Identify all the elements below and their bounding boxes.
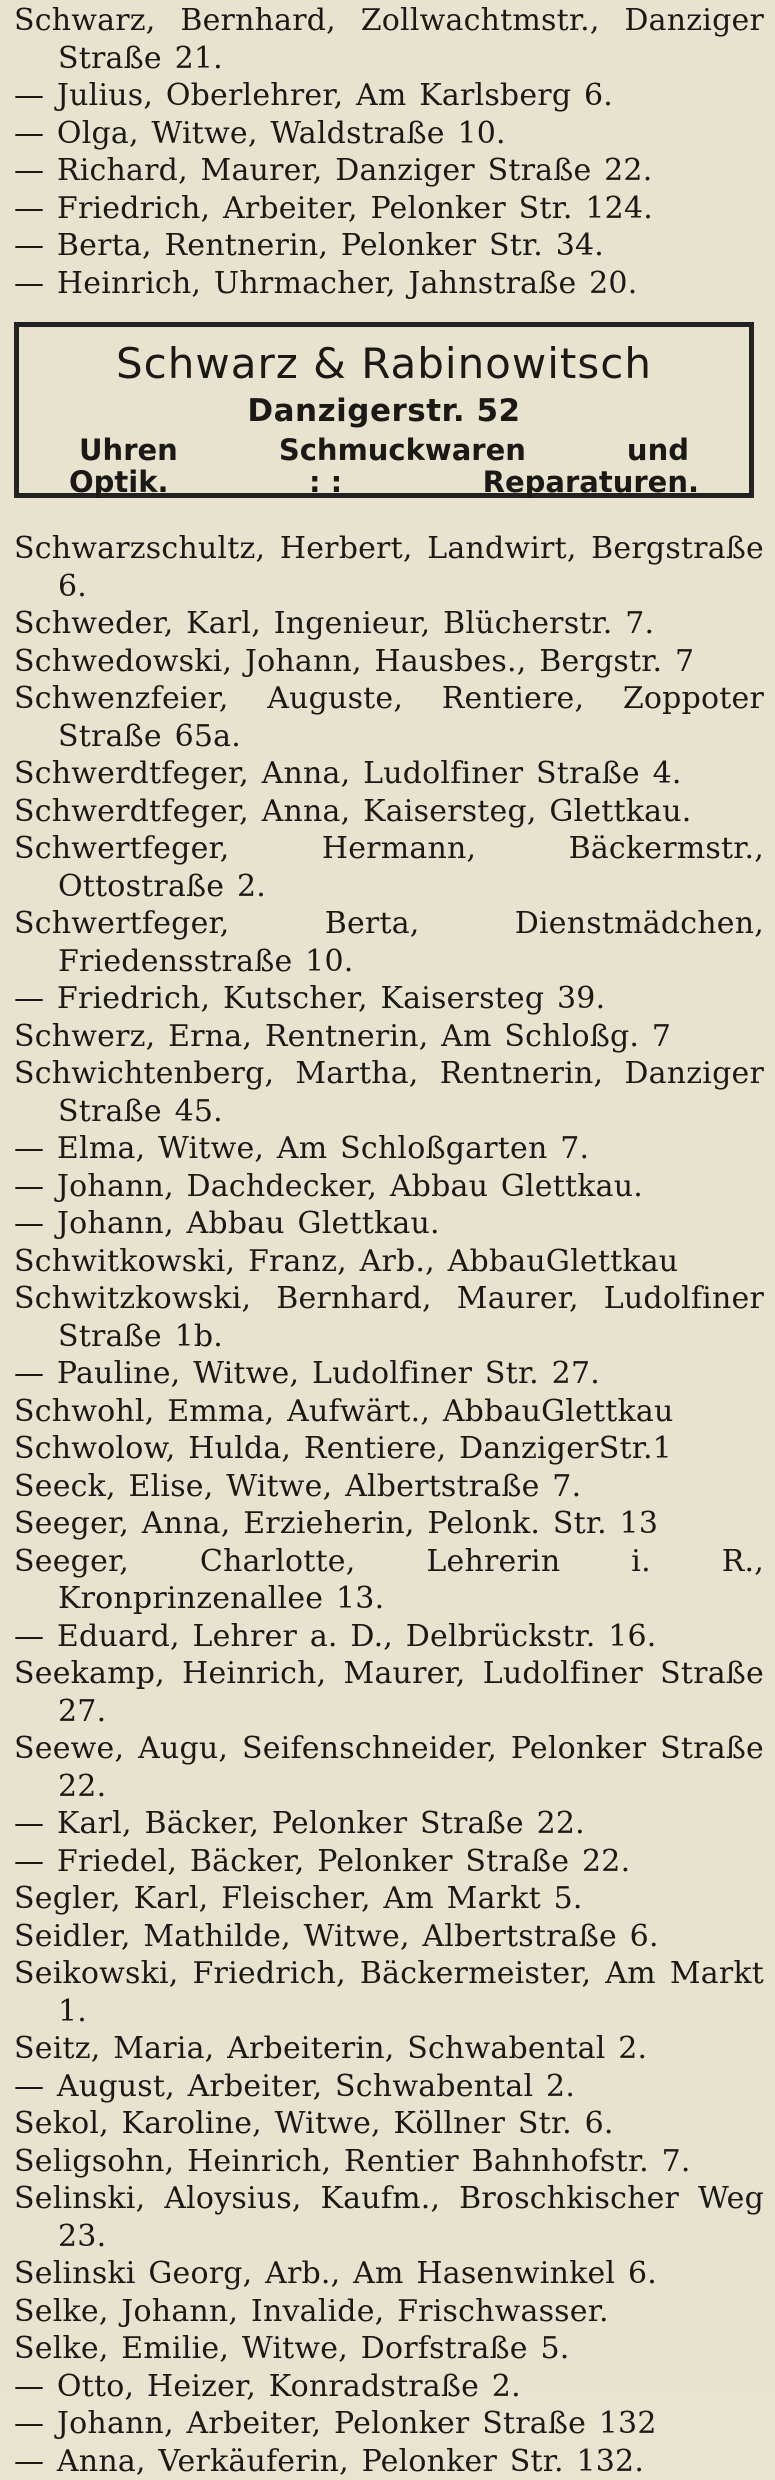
directory-entry: Schwichtenberg, Martha, Rentnerin, Danziger Straße 45. xyxy=(14,1055,764,1130)
ad-firm-name: Schwarz & Rabinowitsch xyxy=(19,339,749,388)
directory-entry: Schwertfeger, Hermann, Bäckermstr., Ottostraße 2. xyxy=(14,830,764,905)
directory-entry: — Eduard, Lehrer a. D., Delbrückstr. 16. xyxy=(14,1618,764,1656)
directory-entry: — Elma, Witwe, Am Schloßgarten 7. xyxy=(14,1130,764,1168)
directory-entry: Selke, Johann, Invalide, Frischwasser. xyxy=(14,2293,764,2331)
ad-separator: : : xyxy=(309,465,342,499)
directory-entry: Sekol, Karoline, Witwe, Köllner Str. 6. xyxy=(14,2105,764,2143)
directory-entry: Segler, Karl, Fleischer, Am Markt 5. xyxy=(14,1880,764,1918)
directory-entry: — Julius, Oberlehrer, Am Karlsberg 6. xyxy=(14,77,764,115)
directory-entry: Schwarzschultz, Herbert, Landwirt, Bergstraße 6. xyxy=(14,530,764,605)
directory-entry: Seewe, Augu, Seifenschneider, Pelonker Straße 22. xyxy=(14,1730,764,1805)
directory-entry: Selinski, Aloysius, Kaufm., Broschkischer Weg 23. xyxy=(14,2180,764,2255)
directory-entry: Seitz, Maria, Arbeiterin, Schwabental 2. xyxy=(14,2030,764,2068)
directory-entry: Schwertfeger, Berta, Dienstmädchen, Friedensstraße 10. xyxy=(14,905,764,980)
directory-entry: — Friedrich, Arbeiter, Pelonker Str. 124. xyxy=(14,190,764,228)
directory-entry: — Heinrich, Uhrmacher, Jahnstraße 20. xyxy=(14,265,764,303)
ad-street: Danzigerstr. 52 xyxy=(19,393,749,429)
directory-entry: — Otto, Heizer, Konradstraße 2. xyxy=(14,2368,764,2406)
directory-entry: Selke, Emilie, Witwe, Dorfstraße 5. xyxy=(14,2330,764,2368)
ad-word: Uhren xyxy=(79,433,178,467)
ad-line-products xyxy=(79,433,689,467)
directory-entry: Seekamp, Heinrich, Maurer, Ludolfiner Straße 27. xyxy=(14,1655,764,1730)
ad-word: Schmuckwaren xyxy=(279,433,526,467)
ad-word: Optik. xyxy=(69,465,169,499)
directory-entry: Seligsohn, Heinrich, Rentier Bahnhofstr. 7. xyxy=(14,2143,764,2181)
directory-entry: Schwenzfeier, Auguste, Rentiere, Zoppoter Straße 65a. xyxy=(14,680,764,755)
directory-entry: — Olga, Witwe, Waldstraße 10. xyxy=(14,115,764,153)
directory-entry: Seeger, Anna, Erzieherin, Pelonk. Str. 13 xyxy=(14,1505,764,1543)
directory-entry: Schwerdtfeger, Anna, Ludolfiner Straße 4. xyxy=(14,755,764,793)
directory-entry: Schwarz, Bernhard, Zollwachtmstr., Danziger Straße 21. xyxy=(14,2,764,77)
directory-entry: — Friedrich, Kutscher, Kaisersteg 39. xyxy=(14,980,764,1018)
directory-entry: Schwolow, Hulda, Rentiere, DanzigerStr.1 xyxy=(14,1430,764,1468)
directory-entry: Selinski Georg, Arb., Am Hasenwinkel 6. xyxy=(14,2255,764,2293)
ad-word: Reparaturen. xyxy=(483,465,699,499)
directory-entry: Schwerdtfeger, Anna, Kaisersteg, Glettkau. xyxy=(14,793,764,831)
directory-entry: — Karl, Bäcker, Pelonker Straße 22. xyxy=(14,1805,764,1843)
directory-entry: — Pauline, Witwe, Ludolfiner Str. 27. xyxy=(14,1355,764,1393)
ad-word: und xyxy=(627,433,689,467)
directory-entry: — Johann, Dachdecker, Abbau Glettkau. xyxy=(14,1168,764,1206)
directory-entry: Schweder, Karl, Ingenieur, Blücherstr. 7. xyxy=(14,605,764,643)
directory-entry: Seikowski, Friedrich, Bäckermeister, Am Markt 1. xyxy=(14,1955,764,2030)
directory-entry: Schwerz, Erna, Rentnerin, Am Schloßg. 7 xyxy=(14,1018,764,1056)
directory-entry: — August, Arbeiter, Schwabental 2. xyxy=(14,2068,764,2106)
directory-entry: — Johann, Arbeiter, Pelonker Straße 132 xyxy=(14,2405,764,2443)
directory-entry: Schwohl, Emma, Aufwärt., AbbauGlettkau xyxy=(14,1393,764,1431)
directory-entry: — Johann, Abbau Glettkau. xyxy=(14,1205,764,1243)
directory-entry: Schwitkowski, Franz, Arb., AbbauGlettkau xyxy=(14,1243,764,1281)
ad-line-services xyxy=(69,465,699,499)
directory-entry: — Richard, Maurer, Danziger Straße 22. xyxy=(14,152,764,190)
directory-entry: Schwitzkowski, Bernhard, Maurer, Ludolfiner Straße 1b. xyxy=(14,1280,764,1355)
directory-entry: Seeck, Elise, Witwe, Albertstraße 7. xyxy=(14,1468,764,1506)
directory-entry: — Berta, Rentnerin, Pelonker Str. 34. xyxy=(14,227,764,265)
entries-top-list xyxy=(14,2,764,302)
advertisement-box xyxy=(14,322,754,498)
directory-entry: Seidler, Mathilde, Witwe, Albertstraße 6. xyxy=(14,1918,764,1956)
directory-entry: — Anna, Verkäuferin, Pelonker Str. 132. xyxy=(14,2443,764,2480)
entries-bottom-list xyxy=(14,530,764,2480)
directory-entry: Schwedowski, Johann, Hausbes., Bergstr. 7 xyxy=(14,643,764,681)
directory-entry: Seeger, Charlotte, Lehrerin i. R., Kronprinzenallee 13. xyxy=(14,1543,764,1618)
directory-entry: — Friedel, Bäcker, Pelonker Straße 22. xyxy=(14,1843,764,1881)
